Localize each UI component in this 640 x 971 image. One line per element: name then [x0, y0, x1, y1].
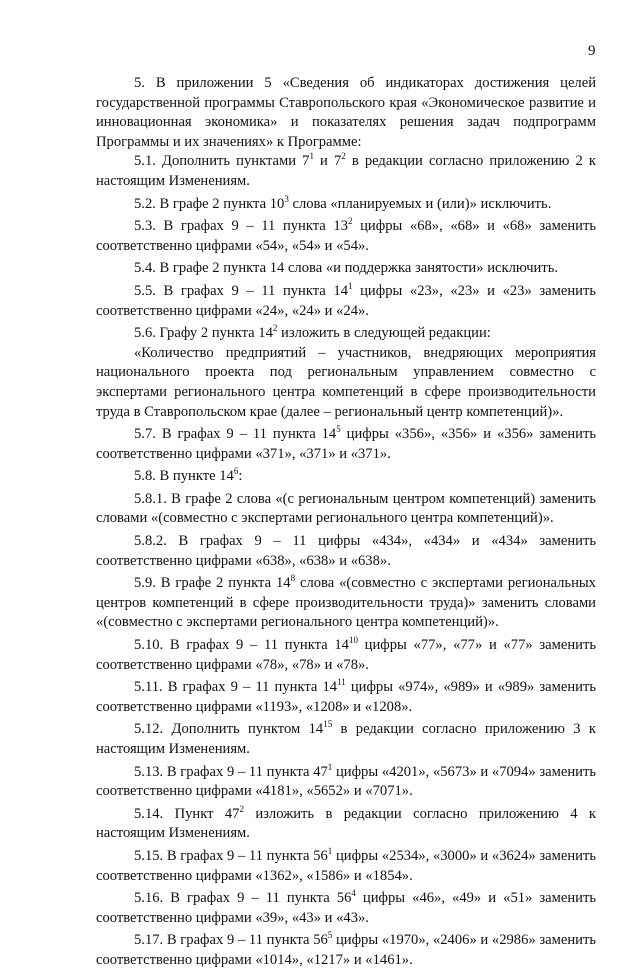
paragraph-text: цифры «356», «356» и «356» заменить соответственно цифрами «371», «371» и «371». [96, 426, 596, 462]
superscript-index: 5 [336, 424, 341, 435]
superscript-index: 1 [348, 280, 353, 291]
paragraph-p5-16 [96, 889, 596, 928]
superscript-index: 8 [290, 573, 296, 584]
paragraph-text: и 7 [313, 153, 342, 170]
paragraph-text: в редакции согласно приложению 3 к настоящим Изменениям. [96, 721, 596, 757]
paragraph-p5-3 [96, 217, 596, 256]
superscript-index: 3 [284, 193, 289, 204]
paragraph-p5-14 [96, 805, 596, 844]
paragraph-text: 5.3. В графах 9 – 11 пункта 13 [134, 218, 348, 235]
paragraph-text: 5.6. Графу 2 пункта 14 [134, 325, 273, 342]
paragraph-p5-7 [96, 425, 596, 464]
paragraph-text: цифры «4201», «5673» и «7094» заменить соответственно цифрами «4181», «5652» и «7071». [96, 763, 596, 800]
paragraph-text: цифры «23», «23» и «23» заменить соответственно цифрами «24», «24» и «24». [96, 282, 596, 319]
superscript-index: 2 [272, 323, 278, 334]
superscript-index: 2 [348, 216, 353, 227]
paragraph-text: 5.1. Дополнить пунктами 7 [134, 153, 310, 170]
paragraph-p5-6 [96, 324, 596, 344]
paragraph-text: цифры «974», «989» и «989» заменить соответственно цифрами «1193», «1208» и «1208». [96, 679, 597, 715]
paragraph-text: 5.11. В графах 9 – 11 пункта 14 [134, 679, 338, 696]
paragraph-text: 5.8.1. В графе 2 слова «(с региональным центром компетенций) заменить словами «(совместно с экспертами регионального центра компетенций)». [96, 490, 596, 527]
paragraph-text: 5.15. В графах 9 – 11 пункта 56 [134, 847, 328, 864]
paragraph-p5-13 [96, 763, 596, 802]
paragraph-text: цифры «77», «77» и «77» заменить соответственно цифрами «78», «78» и «78». [96, 637, 596, 673]
superscript-index: 1 [327, 761, 333, 772]
superscript-index: 11 [337, 677, 346, 688]
paragraph-text: 5.5. В графах 9 – 11 пункта 14 [134, 282, 348, 299]
paragraph-text: 5.12. Дополнить пунктом 14 [134, 721, 324, 738]
paragraph-text: цифры «1970», «2406» и «2986» заменить соответственно цифрами «1014», «1217» и «1461». [96, 932, 596, 968]
paragraph-p5-8-1 [96, 490, 596, 529]
paragraph-p5-6-q [96, 344, 596, 422]
paragraph-text: 5.16. В графах 9 – 11 пункта 56 [134, 890, 352, 907]
paragraph-text: 5.2. В графе 2 пункта 10 [134, 195, 285, 212]
paragraph-text: 5.7. В графах 9 – 11 пункта 14 [134, 426, 337, 443]
paragraph-p5-11 [96, 678, 596, 717]
superscript-index: 15 [323, 719, 333, 730]
paragraph-text: 5.17. В графах 9 – 11 пункта 56 [134, 932, 328, 949]
superscript-index: 10 [348, 635, 358, 646]
paragraph-text: 5.9. В графе 2 пункта 14 [134, 575, 291, 592]
paragraph-text: изложить в следующей редакции: [277, 325, 491, 342]
paragraph-p5-1 [96, 152, 596, 191]
superscript-index: 2 [239, 803, 244, 814]
paragraph-text: 5.4. В графе 2 пункта 14 слова «и поддержка занятости» исключить. [134, 260, 559, 277]
paragraph-p5 [96, 74, 596, 152]
paragraph-p5-5 [96, 282, 596, 321]
document-body [96, 74, 596, 971]
paragraph-p5-17 [96, 931, 596, 970]
superscript-index: 5 [327, 930, 333, 941]
paragraph-text: цифры «2534», «3000» и «3624» заменить соответственно цифрами «1362», «1586» и «1854». [96, 847, 596, 884]
superscript-index: 1 [309, 151, 314, 162]
paragraph-text: 5.13. В графах 9 – 11 пункта 47 [134, 763, 328, 780]
paragraph-text: слова «(совместно с экспертами региональных центров компетенций в сфере производительности труда)» заменить словами «(совместно с экспертами регионального центра компетенций)». [96, 575, 596, 631]
paragraph-p5-10 [96, 636, 596, 675]
paragraph-p5-15 [96, 847, 596, 886]
paragraph-text: 5.14. Пункт 47 [134, 805, 240, 822]
paragraph-text: 5.8. В пункте 14 [134, 468, 234, 485]
paragraph-text: изложить в редакции согласно приложению 4 к настоящим Изменениям. [96, 805, 596, 842]
superscript-index: 1 [327, 845, 333, 856]
paragraph-p5-9 [96, 574, 596, 633]
superscript-index: 2 [341, 151, 346, 162]
paragraph-p5-2 [96, 195, 596, 215]
superscript-index: 4 [351, 888, 356, 899]
paragraph-text: слова «планируемых и (или)» исключить. [288, 195, 552, 212]
paragraph-text: в редакции согласно приложению 2 к настоящим Изменениям. [96, 153, 596, 189]
paragraph-p5-8-2 [96, 532, 596, 571]
paragraph-p5-8 [96, 467, 596, 487]
paragraph-text: 5.10. В графах 9 – 11 пункта 14 [134, 637, 349, 654]
paragraph-text: цифры «46», «49» и «51» заменить соответственно цифрами «39», «43» и «43». [96, 890, 596, 926]
paragraph-text: «Количество предприятий – участников, внедряющих мероприятия национального проекта под региональным управлением совместно с экспертами регионального центра компетенций в сфере производительности труда в Ставропольском крае (далее – региональный центр компетенций)». [96, 344, 596, 420]
paragraph-p5-12 [96, 720, 596, 759]
paragraph-text: : [238, 468, 243, 485]
paragraph-text: 5. В приложении 5 «Сведения об индикаторах достижения целей государственной программы Ставропольского края «Экономическое развитие и инновационная экономика» и показателях решения задач подпрограмм Программы и их значениях» к Программе: [96, 75, 596, 150]
paragraph-text: цифры «68», «68» и «68» заменить соответственно цифрами «54», «54» и «54». [96, 218, 596, 254]
paragraph-text: 5.8.2. В графах 9 – 11 цифры «434», «434» и «434» заменить соответственно цифрами «638», «638» и «638». [96, 533, 596, 569]
paragraph-p5-4 [96, 259, 596, 279]
superscript-index: 6 [233, 466, 239, 477]
page-number: 9 [588, 43, 596, 59]
